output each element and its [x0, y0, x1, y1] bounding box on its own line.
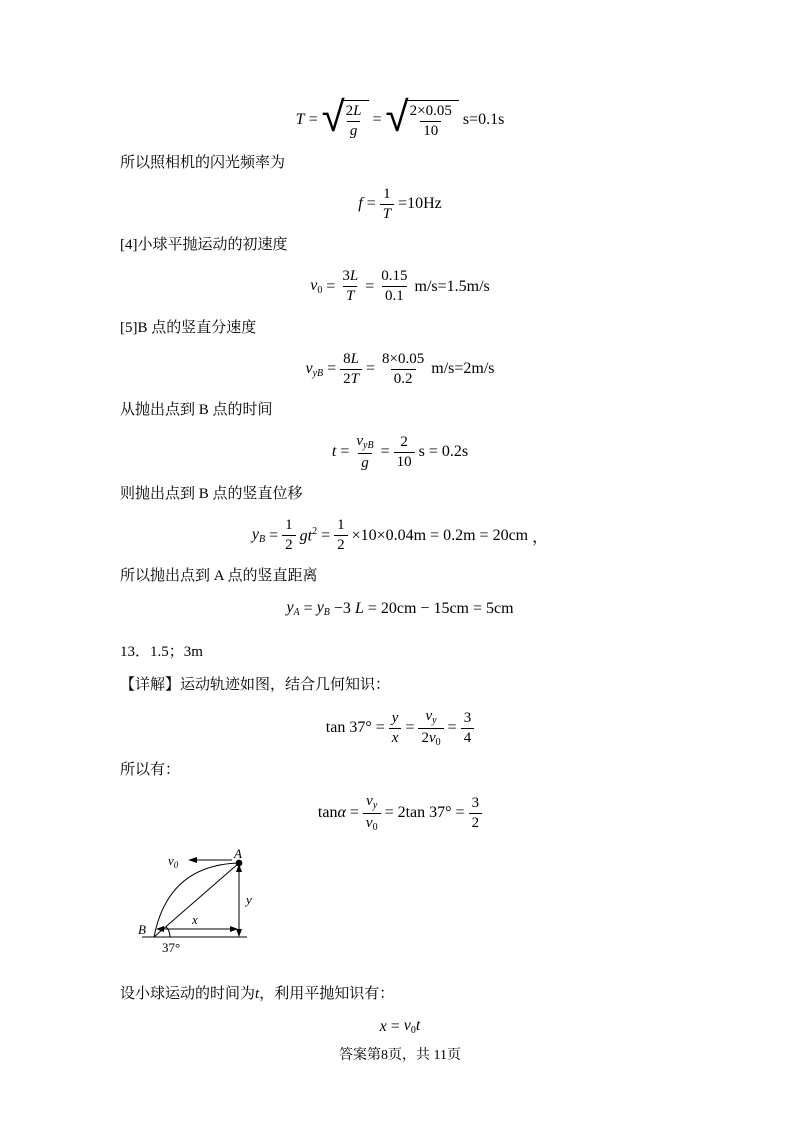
fraction-denominator: 4	[461, 728, 475, 747]
formula-vertical-velocity-b	[120, 351, 680, 389]
fraction-denominator: x	[389, 728, 402, 747]
math-token: 2	[421, 729, 429, 746]
math-subscript: 0	[410, 1025, 416, 1037]
fraction-denominator: 2	[334, 535, 348, 554]
math-token: ×10×0.04m = 0.2m = 20cm	[351, 526, 529, 544]
label-y: y	[246, 892, 252, 908]
fraction-numerator: 1	[337, 516, 345, 533]
sqrt-expression	[385, 92, 459, 142]
fraction-numerator	[423, 708, 440, 728]
body-text-section-4: [4]小球平抛运动的初速度	[120, 237, 288, 253]
math-subscript: yB	[312, 367, 324, 379]
sqrt-expression	[321, 92, 369, 142]
label-x: x	[192, 912, 198, 928]
page-footer: 答案第8页，共 11页	[339, 1048, 461, 1063]
fraction	[407, 103, 455, 141]
body-text-so-have: 所以有：	[120, 762, 181, 779]
math-subscript: 0	[435, 736, 441, 748]
body-text-let-time	[120, 984, 680, 1005]
math-subscript: B	[323, 607, 330, 619]
variable-with-subscript	[310, 277, 322, 296]
fraction-numerator: 3	[471, 794, 480, 811]
math-token: L	[349, 268, 359, 284]
trajectory-diagram	[132, 849, 680, 972]
fraction-denominator: 2	[282, 535, 296, 554]
fraction-numerator: 3	[463, 709, 472, 726]
fraction	[334, 517, 348, 555]
fraction-numerator	[353, 433, 376, 453]
math-token: 8	[343, 350, 351, 367]
radical-sign: √	[321, 92, 345, 142]
math-token: =	[372, 111, 382, 129]
body-text-distance-to-a: 所以抛出点到 A 点的竖直距离	[120, 568, 318, 585]
fraction-numerator: y	[391, 709, 399, 726]
math-superscript: 2	[312, 525, 318, 537]
math-subscript: B	[258, 534, 266, 545]
formula-horizontal-displacement	[120, 1017, 680, 1036]
variable-with-subscript	[252, 526, 265, 545]
formula-period	[120, 92, 680, 142]
math-token: T	[295, 111, 305, 129]
math-token: −3	[333, 599, 351, 617]
math-token: α	[337, 804, 346, 822]
math-token: v	[310, 277, 318, 295]
math-subscript: 0	[317, 285, 323, 297]
fraction-denominator	[418, 728, 443, 749]
fraction-denominator: 0.1	[382, 286, 407, 305]
fraction-denominator	[363, 813, 381, 834]
question-13-answer: 13．1.5；3m	[120, 644, 203, 661]
math-token: t	[255, 986, 260, 1003]
math-token: m/s=2m/s	[431, 360, 495, 378]
formula-vertical-distance-a	[120, 599, 680, 618]
x-arrowhead-left	[156, 926, 164, 932]
math-token: y	[286, 599, 294, 617]
label-v0	[168, 853, 179, 870]
math-token: f	[358, 195, 363, 213]
math-token: gt	[299, 527, 313, 545]
formula-tan37	[120, 708, 680, 748]
fraction-numerator: 8×0.05	[382, 350, 425, 367]
math-token: v	[168, 853, 174, 869]
radicand	[341, 100, 369, 141]
math-token: =	[303, 599, 313, 617]
fraction	[340, 351, 362, 389]
radicand	[405, 100, 459, 141]
body-text-detail-explanation: 【详解】运动轨迹如图，结合几何知识：	[120, 677, 391, 694]
math-subscript: A	[293, 607, 300, 619]
variable-with-subscript	[286, 599, 299, 618]
math-token: 3	[342, 268, 350, 284]
radical-sign: √	[385, 92, 409, 142]
fraction	[378, 268, 410, 306]
math-token: =	[327, 360, 337, 378]
variable-with-subscript	[305, 360, 323, 379]
fraction-denominator: T	[343, 286, 357, 305]
math-token	[318, 804, 346, 822]
math-token: y	[251, 526, 259, 543]
trajectory-diagram-svg	[132, 849, 297, 967]
fraction	[461, 710, 475, 748]
fraction	[469, 795, 483, 833]
body-text-time-to-b: 从抛出点到 B 点的时间	[120, 402, 273, 418]
variable-with-superscript	[300, 526, 317, 545]
math-token: tan 37°	[325, 719, 372, 737]
math-token: =	[405, 719, 415, 737]
formula-frequency	[120, 186, 680, 224]
math-token: v	[305, 359, 313, 377]
math-subscript: y	[432, 715, 437, 727]
math-token: 2	[345, 103, 354, 119]
fraction-denominator: g	[358, 453, 372, 472]
math-token: L	[354, 599, 364, 617]
fraction	[380, 186, 394, 224]
math-token: v	[366, 793, 373, 810]
math-token: =10Hz	[398, 195, 442, 213]
fraction-denominator	[340, 369, 362, 388]
math-token: ，	[532, 529, 549, 546]
formula-tan-alpha	[120, 793, 680, 833]
fraction-denominator: 0.2	[391, 369, 416, 388]
fraction-numerator: 2	[400, 433, 408, 450]
math-token: t	[415, 1017, 421, 1035]
math-token: =	[366, 360, 376, 378]
body-text-section-5: [5]B 点的竖直分速度	[120, 319, 257, 336]
fraction	[389, 710, 402, 748]
fraction-numerator: 0.15	[381, 268, 408, 284]
fraction	[394, 434, 415, 472]
fraction	[339, 268, 361, 306]
math-token: =	[349, 804, 359, 822]
fraction	[418, 708, 443, 748]
fraction	[353, 433, 376, 472]
math-token: tan	[317, 804, 338, 822]
fraction-numerator	[340, 351, 362, 369]
math-token: =	[269, 526, 279, 544]
fraction-denominator: 10	[394, 452, 415, 471]
math-subscript: 0	[173, 860, 179, 871]
body-text: 设小球运动的时间为	[120, 986, 256, 1003]
math-token: x	[379, 1017, 387, 1035]
math-token: T	[350, 370, 359, 387]
variable-with-subscript	[404, 1017, 421, 1036]
formula-vertical-displacement-b	[120, 517, 680, 555]
math-token: L	[350, 350, 359, 367]
label-a: A	[234, 849, 242, 862]
math-token: =	[340, 443, 350, 461]
label-b: B	[138, 922, 146, 938]
body-text: ，利用平抛知识有：	[259, 986, 395, 1003]
label-angle: 37°	[162, 940, 181, 956]
fraction-numerator: 2×0.05	[409, 103, 452, 119]
math-token: =	[308, 111, 318, 129]
math-token: m/s=1.5m/s	[414, 277, 490, 295]
fraction	[343, 103, 365, 141]
math-token: =	[390, 1017, 400, 1035]
math-subscript: yB	[363, 440, 374, 451]
math-token: y	[316, 599, 324, 617]
math-token: =	[321, 526, 331, 544]
fraction-denominator: 2	[469, 813, 483, 832]
math-token: =	[375, 719, 385, 737]
formula-time-to-b	[120, 433, 680, 472]
math-subscript: 0	[372, 821, 378, 833]
math-token: t	[331, 443, 337, 461]
fraction-denominator: T	[380, 204, 394, 223]
fraction-denominator: 10	[420, 121, 441, 140]
math-token: = 2tan 37° =	[384, 804, 465, 822]
fraction	[282, 517, 296, 555]
fraction-numerator	[343, 103, 365, 121]
math-subscript: y	[372, 800, 378, 812]
math-token: =	[447, 719, 457, 737]
math-token: v	[403, 1017, 411, 1035]
math-token: s=0.1s	[462, 111, 505, 129]
fraction-numerator: 1	[383, 185, 391, 202]
fraction-numerator	[363, 793, 380, 813]
math-token: v	[425, 708, 433, 725]
angle-arc	[166, 927, 170, 938]
y-arrowhead-bottom	[236, 929, 242, 937]
body-text-displacement-to-b: 则抛出点到 B 点的竖直位移	[120, 485, 303, 502]
math-token: v	[428, 729, 436, 746]
math-token: =	[366, 195, 376, 213]
v0-arrowhead	[188, 857, 197, 863]
fraction-denominator: g	[347, 121, 361, 140]
variable-with-subscript	[317, 599, 330, 618]
formula-initial-velocity	[120, 268, 680, 306]
math-token: v	[365, 814, 373, 831]
fraction	[363, 793, 381, 833]
math-token: 2	[343, 370, 351, 387]
fraction-numerator	[339, 268, 361, 286]
math-token: v	[356, 433, 364, 449]
math-token: =	[365, 277, 375, 295]
fraction	[379, 351, 427, 389]
body-text-flash-frequency: 所以照相机的闪光频率为	[120, 154, 286, 171]
fraction-numerator: 1	[285, 516, 293, 533]
math-token: =	[380, 443, 390, 461]
math-token: s = 0.2s	[418, 443, 469, 461]
math-token: = 20cm − 15cm = 5cm	[367, 599, 514, 617]
math-token: =	[326, 277, 336, 295]
math-token: L	[353, 103, 362, 119]
